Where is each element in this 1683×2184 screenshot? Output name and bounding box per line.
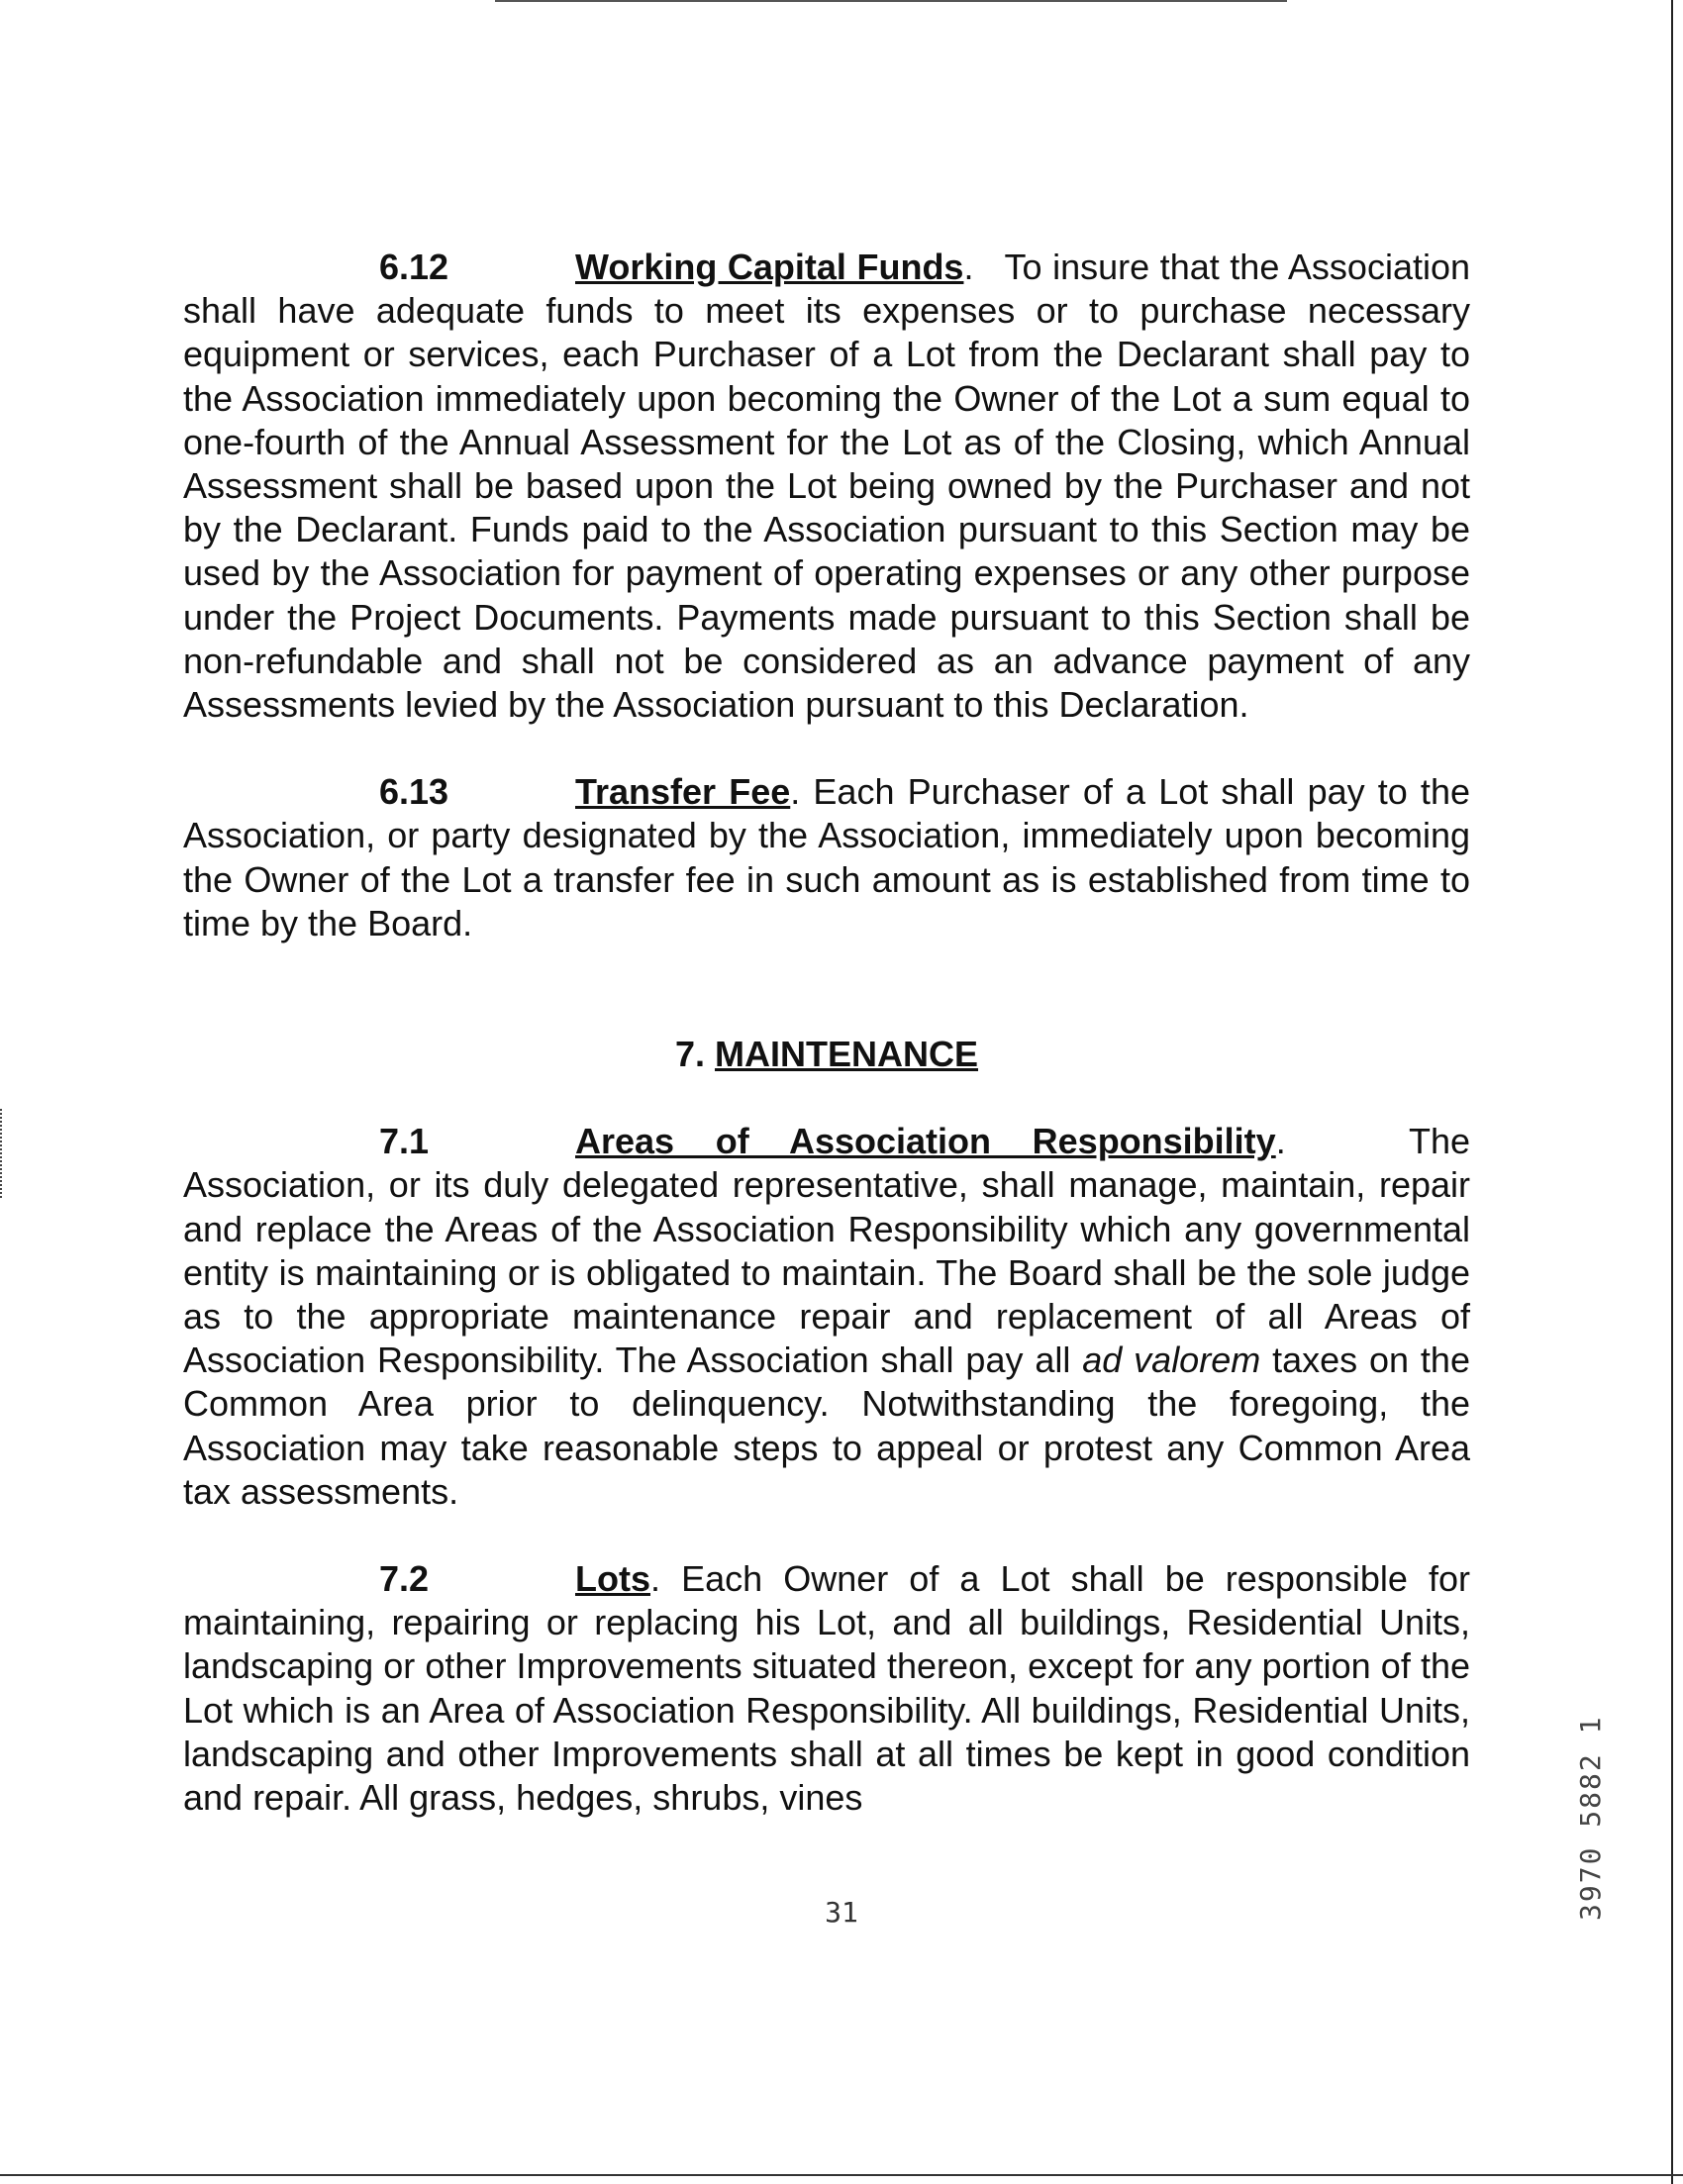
section-body: Each Owner of a Lot shall be responsible for maintaining, repairing or replacing his Lot, and all buildings, Residential Units, landscaping or other Improvements situated thereon, except for any portion of the Lot which is an Area of Association Responsibility. All buildings, Residential Units, landscaping and other Improvements shall at all times be kept in good condition and repair. All grass, hedges, shrubs, vines xyxy=(183,1558,1470,1819)
section-number: 7.2 xyxy=(379,1558,430,1600)
section-number: 6.13 xyxy=(379,771,449,813)
section-body: Each Purchaser of a Lot shall pay to the Association, or party designated by the Association, immediately upon becoming the Owner of the Lot a transfer fee in such amount as is established from time to time by the Board. xyxy=(183,771,1470,943)
page-number: 31 xyxy=(825,1896,858,1929)
section-number: 7.1 xyxy=(379,1121,430,1162)
section-heading: Transfer Fee xyxy=(575,771,791,813)
top-scan-rule xyxy=(495,0,1287,2)
section-6-12 xyxy=(183,246,1470,727)
section-heading: Areas of Association Responsibility xyxy=(575,1121,1276,1162)
section-heading: Lots xyxy=(575,1558,650,1600)
document-body xyxy=(183,246,1470,1820)
heading-period: . xyxy=(1275,1121,1286,1162)
heading-period: . xyxy=(650,1558,661,1600)
italic-term: ad valorem xyxy=(1082,1340,1261,1381)
section-number: 6.12 xyxy=(379,247,449,287)
section-body-continued: taxes on the Common Area prior to delinquency. Notwithstanding the foregoing, the Association may take reasonable steps to appeal or protest any Common Area tax assessments. xyxy=(183,1340,1470,1512)
chapter-title xyxy=(183,1033,1470,1076)
section-body: To insure that the Association shall have adequate funds to meet its expenses or to purchase necessary equipment or services, each Purchaser of a Lot from the Declarant shall pay to the Association immediately upon becoming the Owner of the Lot a sum equal to one-fourth of the Annual Assessment for the Lot as of the Closing, which Annual Assessment shall be based upon the Lot being owned by the Purchaser and not by the Declarant. Funds paid to the Association pursuant to this Section may be used by the Association for payment of operating expenses or any other purpose under the Project Documents. Payments made pursuant to this Section shall be non-refundable and shall not be considered as an advance payment of any Assessments levied by the Association pursuant to this Declaration. xyxy=(183,247,1471,726)
heading-period: . xyxy=(963,247,974,287)
chapter-number: 7. xyxy=(674,1034,705,1075)
chapter-heading: MAINTENANCE xyxy=(715,1034,979,1075)
section-7-1 xyxy=(183,1120,1470,1514)
page-edge-bottom xyxy=(0,2174,1683,2176)
page-edge-right xyxy=(1671,0,1673,2184)
section-body: The Association, or its duly delegated representative, shall manage, maintain, repair and replace the Areas of the Association Responsibility which any governmental entity is maintaining or is obligated to maintain. The Board shall be the sole judge as to the appropriate maintenance repair and replacement of all Areas of Association Responsibility. The Association shall pay all xyxy=(183,1121,1471,1381)
section-heading: Working Capital Funds xyxy=(575,247,964,287)
heading-period: . xyxy=(790,771,801,813)
section-7-2 xyxy=(183,1557,1470,1820)
scan-artifact xyxy=(0,1109,5,1198)
side-document-stamp: 3970 5882 1 xyxy=(1574,1715,1607,1921)
section-6-13 xyxy=(183,770,1470,945)
